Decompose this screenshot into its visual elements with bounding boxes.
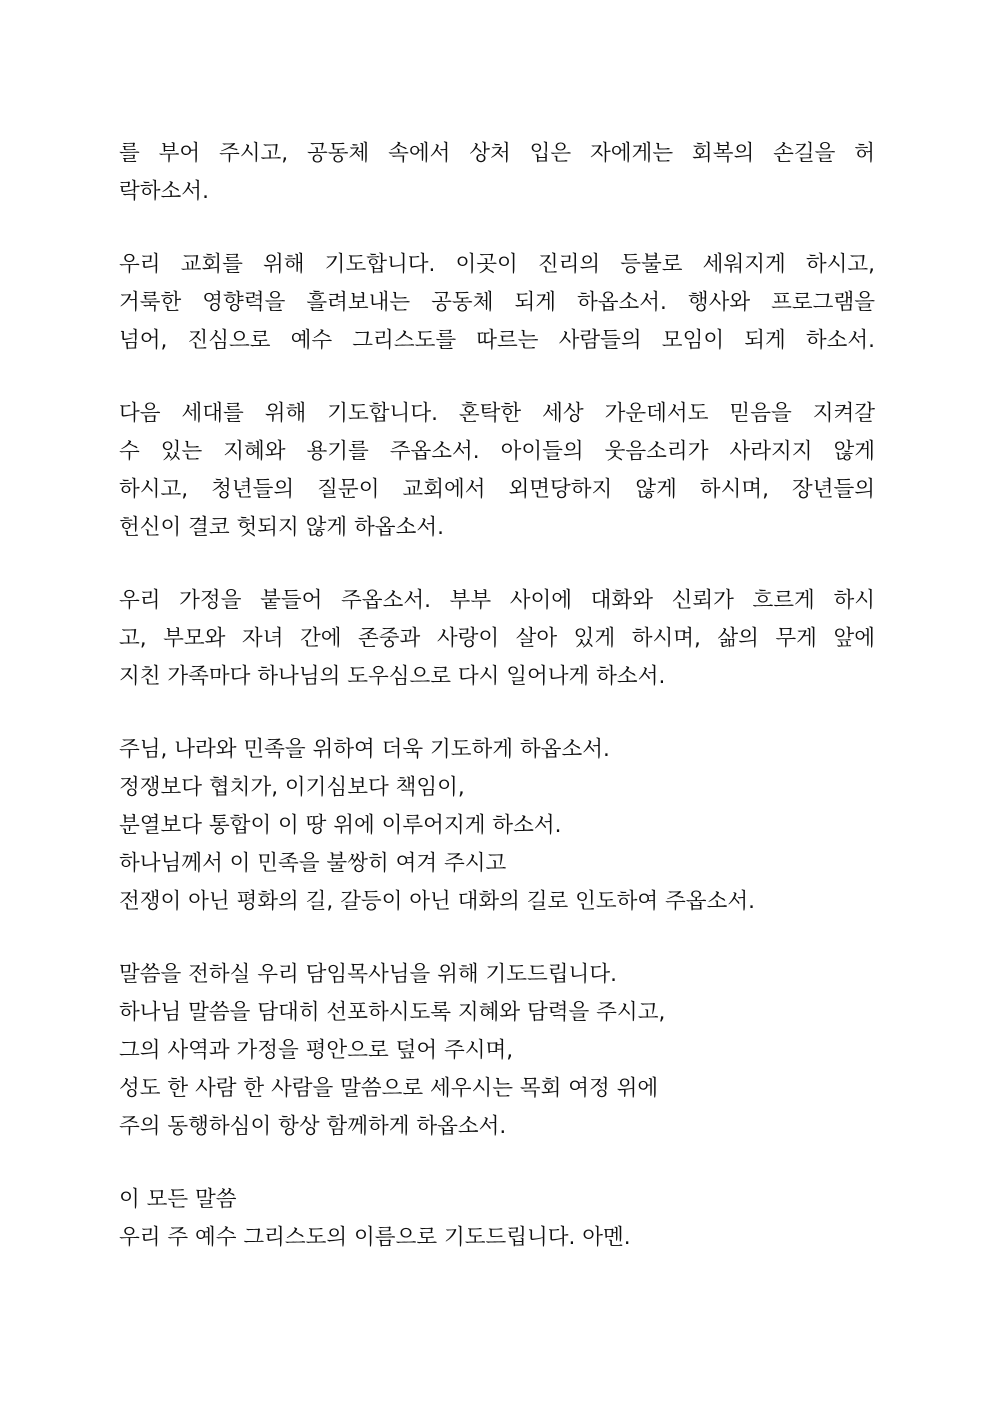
paragraph-gap: [119, 696, 875, 731]
text-line: 하나님께서 이 민족을 불쌍히 여겨 주시고: [119, 851, 507, 876]
text-line: 주의 동행하심이 항상 함께하게 하옵소서.: [119, 1114, 507, 1139]
text-line: 성도 한 사람 한 사람을 말씀으로 세우시는 목회 여정 위에: [119, 1076, 659, 1101]
text-line: 우리 가정을 붙들어 주옵소서. 부부 사이에 대화와 신뢰가 흐르게 하시: [119, 588, 875, 613]
paragraph-gap: [119, 211, 875, 246]
text-line: 하나님 말씀을 담대히 선포하시도록 지혜와 담력을 주시고,: [119, 1000, 666, 1025]
text-line: 다음 세대를 위해 기도합니다. 혼탁한 세상 가운데서도 믿음을 지켜갈: [119, 401, 875, 426]
text-line: 분열보다 통합이 이 땅 위에 이루어지게 하소서.: [119, 813, 562, 838]
paragraph: [119, 1181, 875, 1257]
text-line: 고, 부모와 자녀 간에 존중과 사랑이 살아 있게 하시며, 삶의 무게 앞에: [119, 626, 875, 651]
paragraph: [119, 582, 875, 696]
paragraph: [119, 135, 875, 211]
text-line: 거룩한 영향력을 흘려보내는 공동체 되게 하옵소서. 행사와 프로그램을: [119, 290, 875, 315]
text-line: 를 부어 주시고, 공동체 속에서 상처 입은 자에게는 회복의 손길을 허: [119, 141, 875, 166]
paragraph: [119, 395, 875, 547]
text-line: 정쟁보다 협치가, 이기심보다 책임이,: [119, 775, 465, 800]
text-line: 지친 가족마다 하나님의 도우심으로 다시 일어나게 하소서.: [119, 664, 666, 689]
text-line: 우리 주 예수 그리스도의 이름으로 기도드립니다. 아멘.: [119, 1225, 631, 1250]
text-line: 주님, 나라와 민족을 위하여 더욱 기도하게 하옵소서.: [119, 737, 610, 762]
text-line: 말씀을 전하실 우리 담임목사님을 위해 기도드립니다.: [119, 962, 617, 987]
text-line: 그의 사역과 가정을 평안으로 덮어 주시며,: [119, 1038, 514, 1063]
text-line: 하시고, 청년들의 질문이 교회에서 외면당하지 않게 하시며, 장년들의: [119, 477, 875, 502]
paragraph: [119, 956, 875, 1146]
paragraph-gap: [119, 1146, 875, 1181]
paragraph-gap: [119, 360, 875, 395]
document-page: [119, 135, 875, 1257]
text-line: 수 있는 지혜와 용기를 주옵소서. 아이들의 웃음소리가 사라지지 않게: [119, 439, 875, 464]
text-line: 헌신이 결코 헛되지 않게 하옵소서.: [119, 515, 444, 540]
text-line: 우리 교회를 위해 기도합니다. 이곳이 진리의 등불로 세워지게 하시고,: [119, 252, 875, 277]
paragraph-gap: [119, 547, 875, 582]
text-line: 전쟁이 아닌 평화의 길, 갈등이 아닌 대화의 길로 인도하여 주옵소서.: [119, 889, 755, 914]
paragraph: [119, 246, 875, 360]
text-line: 이 모든 말씀: [119, 1187, 237, 1212]
text-line: 락하소서.: [119, 179, 209, 204]
paragraph-gap: [119, 921, 875, 956]
text-line: 넘어, 진심으로 예수 그리스도를 따르는 사람들의 모임이 되게 하소서.: [119, 328, 875, 353]
paragraph: [119, 731, 875, 921]
